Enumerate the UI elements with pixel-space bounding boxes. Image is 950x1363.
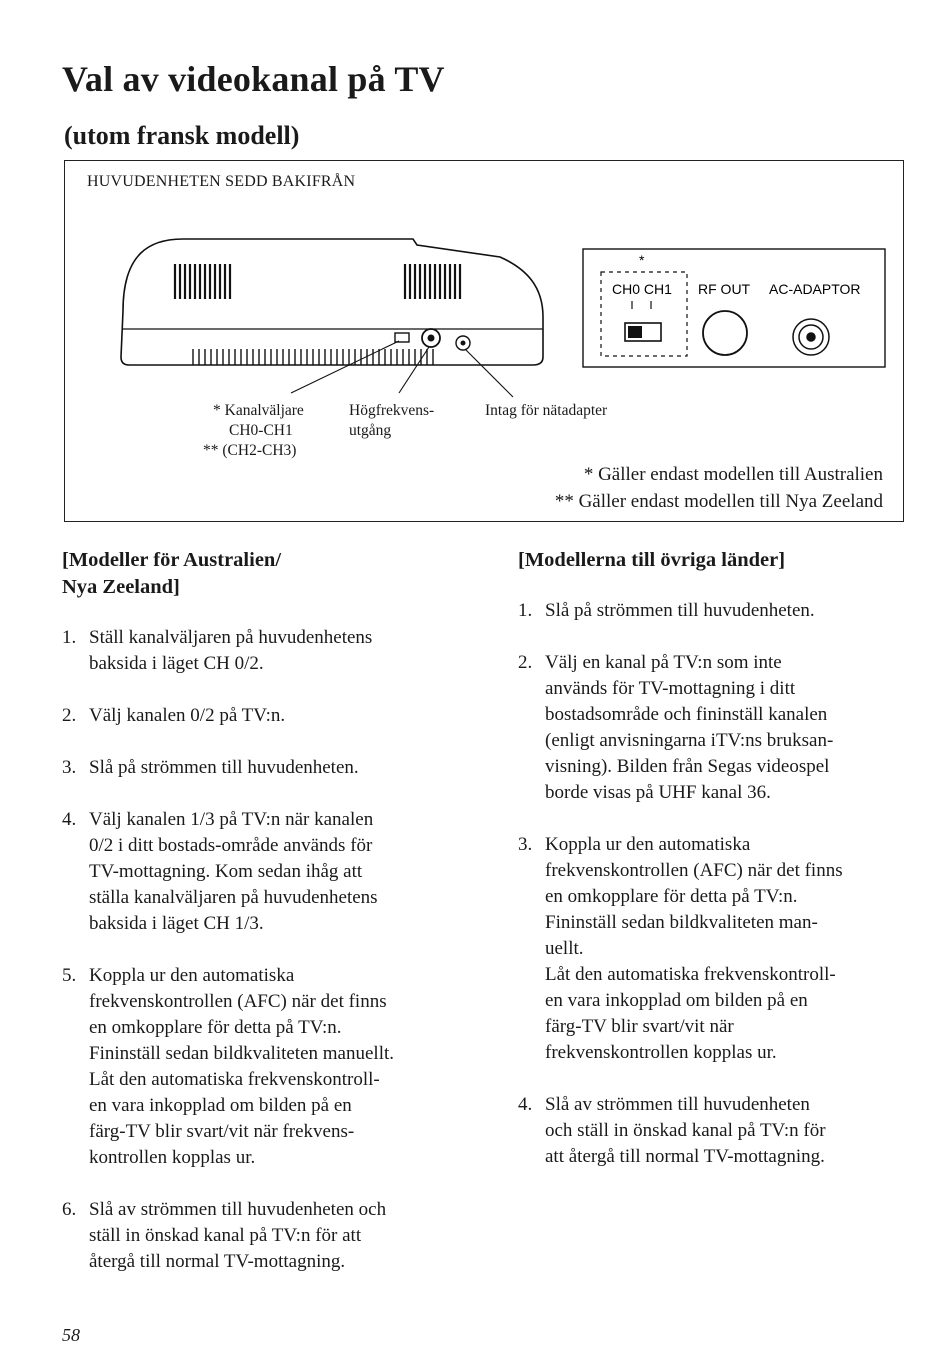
step-text-line: en vara inkopplad om bilden på en: [545, 990, 808, 1011]
step-text-line: att återgå till normal TV-mottagning.: [545, 1146, 825, 1167]
step-text-line: en omkopplare för detta på TV:n.: [545, 886, 798, 907]
left-column-heading: [Modeller för Australien/ Nya Zeeland]: [62, 549, 282, 598]
step-text-line: Koppla ur den automatiska: [89, 965, 295, 986]
step-item: [62, 703, 472, 729]
step-text-line: Ställ kanalväljaren på huvudenhetens: [89, 627, 373, 648]
ac-adaptor-label: AC-ADAPTOR: [769, 281, 861, 297]
step-text-line: Slå av strömmen till huvudenheten: [545, 1094, 810, 1115]
left-column: [62, 547, 472, 1301]
step-number: 3.: [518, 834, 533, 855]
step-number: 1.: [62, 627, 77, 648]
step-number: 4.: [518, 1094, 533, 1115]
step-text-line: återgå till normal TV-mottagning.: [89, 1251, 346, 1272]
step-item: [518, 1092, 938, 1170]
figure-caption: HUVUDENHETEN SEDD BAKIFRÅN: [87, 173, 356, 190]
step-number: 5.: [62, 965, 77, 986]
step-text-line: Välj kanalen 0/2 på TV:n.: [89, 705, 286, 726]
step-text-line: Slå på strömmen till huvudenheten.: [89, 757, 359, 778]
step-number: 1.: [518, 600, 533, 621]
page-subtitle: (utom fransk modell): [64, 121, 300, 150]
left-steps-list: [62, 625, 472, 1275]
note-new-zealand: ** Gäller endast modellen till Nya Zeeland: [554, 491, 883, 512]
step-text-line: frekvenskontrollen kopplas ur.: [545, 1042, 777, 1063]
step-item: [62, 963, 472, 1171]
callout-power-input: Intag för nätadapter: [485, 402, 608, 419]
step-number: 3.: [62, 757, 77, 778]
ch-switch-label: CH0 CH1: [612, 281, 672, 297]
step-text-line: frekvenskontrollen (AFC) när det finns: [545, 860, 843, 881]
step-text-line: baksida i läget CH 0/2.: [89, 653, 264, 674]
step-text-line: TV-mottagning. Kom sedan ihåg att: [89, 861, 363, 882]
panel-asterisk: *: [639, 252, 645, 268]
step-text-line: frekvenskontrollen (AFC) när det finns: [89, 991, 387, 1012]
ac-adaptor-jack: [793, 319, 829, 355]
top-vent-right: [405, 264, 460, 299]
page-number: 58: [62, 1325, 80, 1345]
step-text-line: uellt.: [545, 938, 584, 959]
bottom-vent: [193, 349, 433, 365]
rf-out-jack: [703, 311, 747, 355]
step-text-line: en vara inkopplad om bilden på en: [89, 1095, 352, 1116]
callout-channel-selector: * Kanalväljare CH0-CH1 ** (CH2-CH3): [203, 402, 304, 459]
step-text-line: och ställ in önskad kanal på TV:n för: [545, 1120, 826, 1141]
step-number: 6.: [62, 1199, 77, 1220]
step-text-line: Fininställ sedan bildkvaliteten manuellt.: [89, 1043, 395, 1064]
step-text-line: Slå av strömmen till huvudenheten och: [89, 1199, 387, 1220]
page-title: Val av videokanal på TV: [62, 59, 445, 99]
right-column: [518, 547, 938, 1196]
step-text-line: Låt den automatiska frekvenskontroll-: [545, 964, 836, 985]
step-text-line: (enligt anvisningarna iTV:ns bruksan-: [545, 730, 834, 751]
connector-detail-panel: [583, 249, 885, 367]
channel-switch-port: [395, 333, 409, 342]
step-text-line: ställ in önskad kanal på TV:n för att: [89, 1225, 362, 1246]
step-text-line: Välj en kanal på TV:n som inte: [545, 652, 782, 673]
note-australia: * Gäller endast modellen till Australien: [583, 464, 883, 485]
rf-out-label: RF OUT: [698, 281, 751, 297]
step-text-line: Låt den automatiska frekvenskontroll-: [89, 1069, 380, 1090]
step-item: [518, 650, 938, 806]
step-item: [62, 1197, 472, 1275]
step-number: 2.: [62, 705, 77, 726]
right-column-heading: [Modellerna till övriga länder]: [518, 549, 786, 571]
step-text-line: kontrollen kopplas ur.: [89, 1147, 256, 1168]
step-text-line: används för TV-mottagning i ditt: [545, 678, 796, 699]
step-text-line: Välj kanalen 1/3 på TV:n när kanalen: [89, 809, 374, 830]
step-text-line: 0/2 i ditt bostads-område används för: [89, 835, 373, 856]
step-item: [62, 755, 472, 781]
step-number: 2.: [518, 652, 533, 673]
step-item: [518, 598, 938, 624]
step-text-line: baksida i läget CH 1/3.: [89, 913, 264, 934]
step-text-line: Fininställ sedan bildkvaliteten man-: [545, 912, 818, 933]
step-text-line: färg-TV blir svart/vit när: [545, 1016, 734, 1037]
step-text-line: färg-TV blir svart/vit när frekvens-: [89, 1121, 355, 1142]
step-text-line: en omkopplare för detta på TV:n.: [89, 1017, 342, 1038]
step-number: 4.: [62, 809, 77, 830]
step-text-line: Slå på strömmen till huvudenheten.: [545, 600, 815, 621]
step-item: [518, 832, 938, 1066]
top-vent-left: [175, 264, 230, 299]
right-steps-list: [518, 598, 938, 1170]
step-text-line: ställa kanalväljaren på huvudenhetens: [89, 887, 378, 908]
step-text-line: visning). Bilden från Segas videospel: [545, 756, 830, 777]
step-item: [62, 807, 472, 937]
callout-rf-output: Högfrekvens- utgång: [349, 402, 435, 439]
console-body: [121, 239, 543, 365]
figure-notes: [555, 461, 883, 515]
step-text-line: borde visas på UHF kanal 36.: [545, 782, 771, 803]
step-text-line: bostadsområde och fininställ kanalen: [545, 704, 828, 725]
rear-view-figure: [64, 160, 904, 522]
step-text-line: Koppla ur den automatiska: [545, 834, 751, 855]
step-item: [62, 625, 472, 677]
